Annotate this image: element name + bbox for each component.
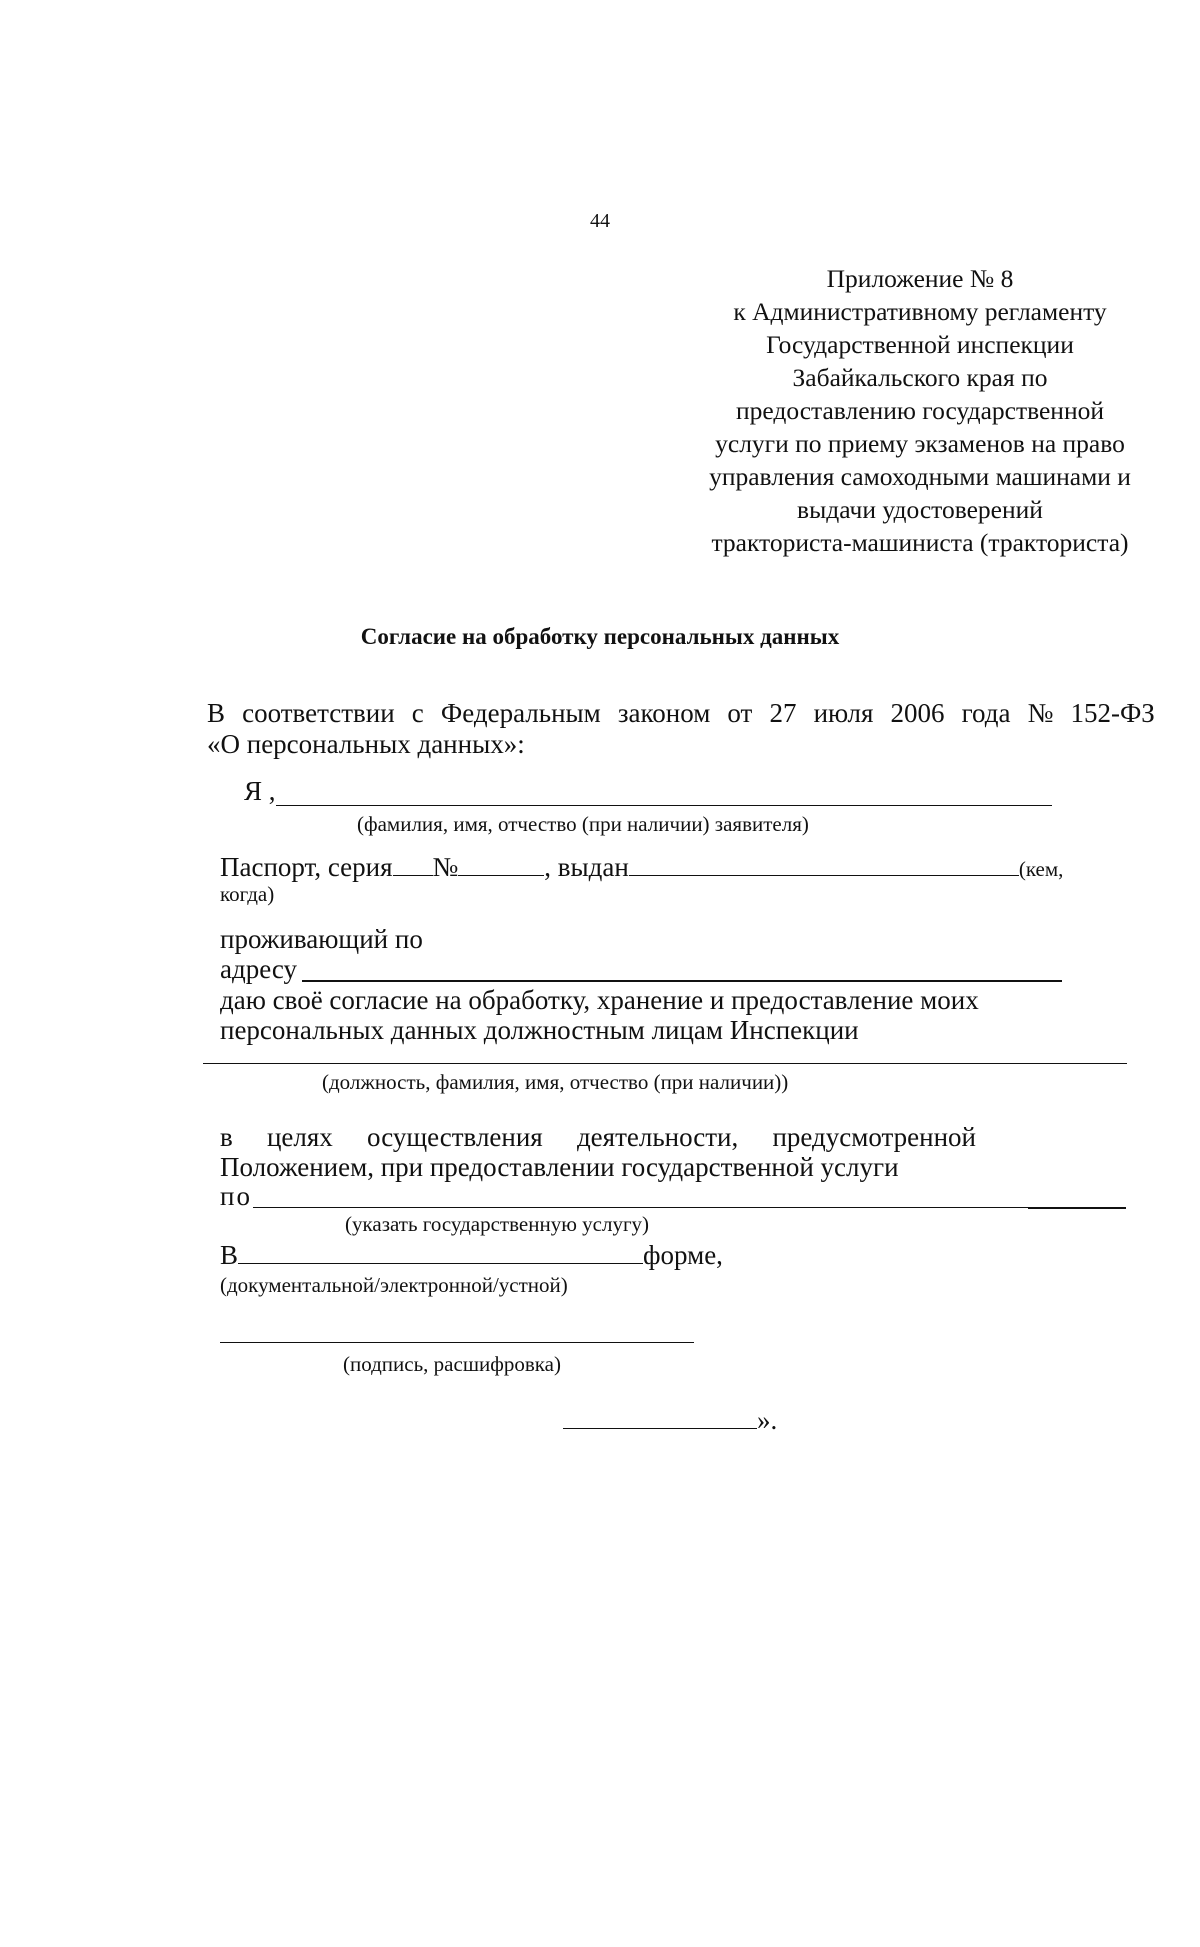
signature-caption: (подпись, расшифровка) — [343, 1352, 561, 1376]
appendix-line: услуги по приему экзаменов на право — [715, 429, 1125, 458]
purpose-word: предусмотренной — [772, 1122, 976, 1152]
form-forme: форме, — [643, 1240, 723, 1270]
appendix-line: предоставлению государственной — [735, 396, 1105, 425]
official-line — [203, 1063, 1127, 1064]
form-caption: (документальной/электронной/устной) — [220, 1273, 568, 1297]
passport-issued-field — [629, 874, 1019, 876]
law-word: 27 — [769, 698, 797, 728]
service-caption: (указать государственную услугу) — [345, 1212, 650, 1236]
law-word: с — [411, 698, 424, 728]
purpose-line-2: Положением, при предоставлении государственной услуги — [220, 1152, 899, 1182]
page-number: 44 — [590, 210, 610, 232]
passport-label: Паспорт, серия — [220, 852, 393, 882]
passport-series-field — [393, 874, 433, 876]
date-end: ». — [757, 1405, 778, 1435]
appendix-line: Государственной инспекции — [766, 330, 1074, 359]
law-word: от — [727, 698, 753, 728]
appendix-line: Приложение № 8 — [826, 264, 1014, 293]
service-line-end — [1028, 1207, 1126, 1209]
official-caption: (должность, фамилия, имя, отчество (при наличии)) — [322, 1070, 789, 1094]
law-word: 152-ФЗ — [1070, 698, 1155, 728]
law-word: июля — [813, 698, 874, 728]
date-field — [563, 1427, 757, 1429]
passport-line — [220, 852, 1063, 883]
document-title: Согласие на обработку персональных данных — [360, 624, 840, 649]
form-v: В — [220, 1240, 239, 1270]
passport-kogda: когда) — [220, 882, 275, 906]
law-word: В — [207, 698, 226, 728]
appendix-line: Забайкальского края по — [792, 363, 1048, 392]
law-word: соответствии — [242, 698, 395, 728]
fio-line — [276, 805, 1052, 806]
law-word: Федеральным — [440, 698, 601, 728]
passport-number-field — [458, 874, 544, 876]
appendix-line: управления самоходными машинами и — [709, 462, 1131, 491]
i-label: Я , — [244, 776, 276, 806]
signature-line — [220, 1342, 694, 1343]
passport-number-sign: № — [432, 852, 459, 882]
law-word: законом — [617, 698, 711, 728]
passport-kem: (кем, — [1018, 857, 1064, 881]
fio-caption: (фамилия, имя, отчество (при наличии) заявителя) — [357, 812, 809, 836]
law-word: 2006 — [890, 698, 945, 728]
appendix-line: выдачи удостоверений — [797, 495, 1043, 524]
address-line — [302, 980, 1062, 982]
residence-line-2: адресу — [220, 954, 298, 984]
form-line — [220, 1240, 723, 1271]
consent-line-2: персональных данных должностным лицам Инспекции — [220, 1015, 859, 1045]
law-line-2: «О персональных данных»: — [207, 729, 525, 759]
residence-line-1: проживающий по — [220, 924, 423, 954]
purpose-word: в — [220, 1122, 233, 1152]
law-word: года — [961, 698, 1011, 728]
form-type-field — [238, 1262, 643, 1264]
date-line — [563, 1405, 777, 1436]
purpose-line-1 — [220, 1122, 976, 1153]
appendix-line: тракториста-машиниста (тракториста) — [711, 528, 1129, 557]
purpose-word: целях — [266, 1122, 333, 1152]
law-word: № — [1027, 698, 1054, 728]
service-line — [253, 1207, 1028, 1208]
purpose-po: по — [220, 1181, 252, 1211]
appendix-block — [660, 262, 1180, 559]
purpose-word: деятельности, — [576, 1122, 739, 1152]
purpose-word: осуществления — [367, 1122, 543, 1152]
law-line-1 — [207, 698, 1155, 729]
passport-issued-label: , выдан — [544, 852, 629, 882]
consent-line-1: даю своё согласие на обработку, хранение и предоставление моих — [220, 985, 979, 1015]
appendix-line: к Административному регламенту — [733, 297, 1107, 326]
